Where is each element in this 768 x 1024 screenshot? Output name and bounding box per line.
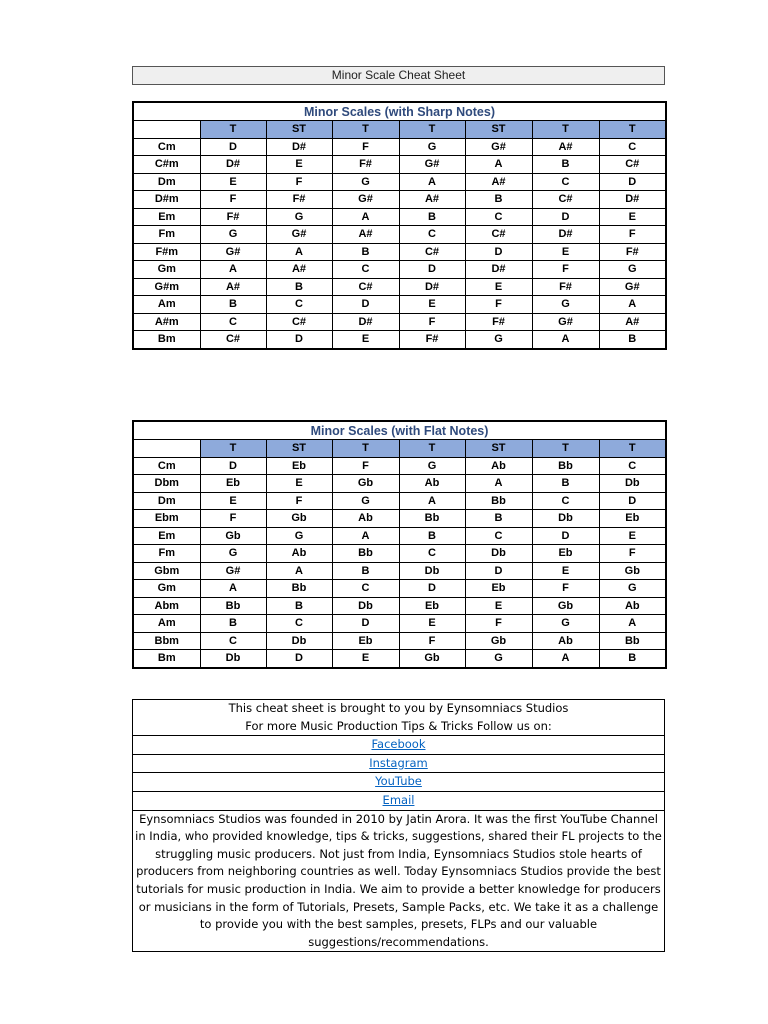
note-cell: C [266,615,332,633]
note-cell: D# [266,138,332,156]
note-cell: A# [266,261,332,279]
note-cell: Gb [532,597,599,615]
flat-table-caption: Minor Scales (with Flat Notes) [133,421,666,440]
interval-header: T [332,440,399,458]
interval-header: T [532,121,599,139]
corner-cell [133,121,200,139]
scale-name-cell: Abm [133,597,200,615]
note-cell: G [200,545,266,563]
note-cell: G [532,296,599,314]
note-cell: C [599,457,666,475]
info-follow-line: For more Music Production Tips & Tricks Follow us on: [133,718,664,737]
table-row [133,226,666,244]
note-cell: Gb [200,527,266,545]
facebook-link-row [133,736,664,755]
note-cell: A [532,331,599,349]
note-cell: D# [399,278,465,296]
interval-header: T [399,440,465,458]
about-paragraph: Eynsomniacs Studios was founded in 2010 by Jatin Arora. It was the first YouTube Channel in India, who provided knowledge, tips & tricks, suggestions, shared their FL projects to the struggling music producers. Not just from India, Eynsomniacs Studios stole hearts of producers from neighboring countries as well. Today Eynsomniacs Studios provide the best tutorials for music production in India. We aim to provide a better knowledge for producers or musicians in the form of Tutorials, Presets, Sample Packs, etc. We take it as a challenge to provide you with the best samples, presets, FLPs and our valuable suggestions/recommendations. [135,811,662,949]
instagram-link-row [133,755,664,774]
note-cell: A# [200,278,266,296]
note-cell: D [532,527,599,545]
table-row [133,562,666,580]
note-cell: Bb [332,545,399,563]
note-cell: B [599,331,666,349]
note-cell: D [266,650,332,668]
scale-name-cell: Am [133,615,200,633]
scale-name-cell: Gm [133,580,200,598]
note-cell: A [332,208,399,226]
scale-name-cell: Dm [133,173,200,191]
table-row [133,475,666,493]
note-cell: E [532,243,599,261]
note-cell: C# [266,313,332,331]
note-cell: E [200,173,266,191]
note-cell: Gb [465,632,532,650]
interval-header: ST [266,121,332,139]
note-cell: F [532,580,599,598]
note-cell: Gb [266,510,332,528]
note-cell: A [399,173,465,191]
note-cell: E [266,156,332,174]
note-cell: D# [465,261,532,279]
table-row [133,296,666,314]
corner-cell [133,440,200,458]
note-cell: Eb [200,475,266,493]
note-cell: F# [599,243,666,261]
note-cell: F [599,545,666,563]
note-cell: A# [465,173,532,191]
note-cell: A [200,580,266,598]
note-cell: Bb [399,510,465,528]
table-row [133,191,666,209]
table-row [133,632,666,650]
note-cell: D [465,562,532,580]
note-cell: A [399,492,465,510]
scale-name-cell: F#m [133,243,200,261]
table-row [133,545,666,563]
note-cell: Db [465,545,532,563]
note-cell: Ab [266,545,332,563]
note-cell: E [332,650,399,668]
note-cell: D [200,138,266,156]
note-cell: F [200,510,266,528]
info-credit-line: This cheat sheet is brought to you by Eynsomniacs Studios [228,701,569,715]
note-cell: D [266,331,332,349]
scale-name-cell: Fm [133,545,200,563]
scale-name-cell: D#m [133,191,200,209]
note-cell: G# [399,156,465,174]
note-cell: D [332,615,399,633]
note-cell: E [399,615,465,633]
note-cell: F# [532,278,599,296]
note-cell: Gb [599,562,666,580]
scale-name-cell: Bm [133,650,200,668]
scale-name-cell: C#m [133,156,200,174]
scale-name-cell: Bbm [133,632,200,650]
note-cell: G# [332,191,399,209]
scale-name-cell: Bm [133,331,200,349]
note-cell: C [200,632,266,650]
note-cell: G [599,261,666,279]
note-cell: C [465,208,532,226]
note-cell: Db [332,597,399,615]
note-cell: B [465,510,532,528]
note-cell: C [465,527,532,545]
note-cell: Ab [465,457,532,475]
table-row [133,313,666,331]
note-cell: G [332,173,399,191]
note-cell: A [465,156,532,174]
table-row [133,156,666,174]
note-cell: F# [332,156,399,174]
note-cell: G [399,457,465,475]
note-cell: C [532,173,599,191]
table-row [133,597,666,615]
interval-header: ST [465,121,532,139]
note-cell: D [200,457,266,475]
note-cell: Gb [332,475,399,493]
note-cell: D [465,243,532,261]
scale-name-cell: Cm [133,457,200,475]
instagram-link[interactable]: Instagram [369,755,428,770]
note-cell: E [200,492,266,510]
note-cell: F [332,138,399,156]
note-cell: A [465,475,532,493]
note-cell: F [465,615,532,633]
note-cell: A [200,261,266,279]
note-cell: B [266,278,332,296]
interval-header: T [399,121,465,139]
page-title: Minor Scale Cheat Sheet [132,66,665,85]
scale-name-cell: Gbm [133,562,200,580]
youtube-link-row [133,773,664,792]
note-cell: F [399,632,465,650]
note-cell: F [465,296,532,314]
note-cell: G [465,650,532,668]
note-cell: B [399,527,465,545]
scale-name-cell: Am [133,296,200,314]
note-cell: D [532,208,599,226]
note-cell: B [332,243,399,261]
note-cell: G [599,580,666,598]
note-cell: F# [399,331,465,349]
table-row [133,208,666,226]
note-cell: Bb [599,632,666,650]
flat-scale-table [132,420,667,669]
note-cell: Eb [599,510,666,528]
table-row [133,331,666,349]
note-cell: Eb [532,545,599,563]
note-cell: C [266,296,332,314]
note-cell: C# [465,226,532,244]
table-row [133,510,666,528]
sharp-scale-table [132,101,667,350]
note-cell: E [465,278,532,296]
note-cell: C [332,580,399,598]
note-cell: B [532,475,599,493]
note-cell: B [266,597,332,615]
note-cell: C# [200,331,266,349]
note-cell: C# [599,156,666,174]
note-cell: G [399,138,465,156]
note-cell: Eb [266,457,332,475]
note-cell: E [465,597,532,615]
scale-name-cell: Dm [133,492,200,510]
note-cell: C [599,138,666,156]
note-cell: D [332,296,399,314]
note-cell: Bb [200,597,266,615]
note-cell: E [599,527,666,545]
note-cell: A [599,296,666,314]
scale-name-cell: Em [133,208,200,226]
note-cell: G# [200,562,266,580]
table-row [133,527,666,545]
note-cell: D [599,492,666,510]
note-cell: F# [266,191,332,209]
scale-name-cell: G#m [133,278,200,296]
note-cell: Db [599,475,666,493]
note-cell: G# [532,313,599,331]
scale-name-cell: Ebm [133,510,200,528]
note-cell: D [599,173,666,191]
note-cell: C [332,261,399,279]
table-row [133,650,666,668]
note-cell: F [200,191,266,209]
note-cell: D [399,580,465,598]
interval-header: ST [266,440,332,458]
table-row [133,580,666,598]
table-row [133,615,666,633]
sharp-header-row [133,121,666,139]
note-cell: D [399,261,465,279]
note-cell: Eb [465,580,532,598]
note-cell: A [532,650,599,668]
table-row [133,243,666,261]
note-cell: G [465,331,532,349]
table-row [133,457,666,475]
note-cell: E [599,208,666,226]
note-cell: A [266,243,332,261]
sharp-table-caption: Minor Scales (with Sharp Notes) [133,102,666,121]
table-row [133,173,666,191]
note-cell: E [399,296,465,314]
note-cell: C# [332,278,399,296]
note-cell: G [266,208,332,226]
note-cell: Bb [266,580,332,598]
note-cell: Db [200,650,266,668]
note-cell: E [266,475,332,493]
note-cell: B [465,191,532,209]
scale-name-cell: Cm [133,138,200,156]
note-cell: G [532,615,599,633]
note-cell: C [532,492,599,510]
note-cell: B [532,156,599,174]
note-cell: Db [532,510,599,528]
note-cell: Bb [532,457,599,475]
facebook-link[interactable]: Facebook [371,737,426,752]
email-link-row [133,792,664,811]
note-cell: F [599,226,666,244]
note-cell: Eb [399,597,465,615]
flat-header-row [133,440,666,458]
note-cell: F [266,173,332,191]
note-cell: G# [465,138,532,156]
note-cell: B [399,208,465,226]
note-cell: C# [532,191,599,209]
interval-header: T [599,440,666,458]
scale-name-cell: Em [133,527,200,545]
note-cell: F# [200,208,266,226]
note-cell: B [200,296,266,314]
note-cell: Db [399,562,465,580]
note-cell: D# [200,156,266,174]
interval-header: T [200,440,266,458]
note-cell: B [332,562,399,580]
note-cell: F [532,261,599,279]
interval-header: T [332,121,399,139]
note-cell: D# [532,226,599,244]
note-cell: D# [599,191,666,209]
note-cell: D# [332,313,399,331]
table-row [133,261,666,279]
note-cell: A [266,562,332,580]
scale-name-cell: Dbm [133,475,200,493]
note-cell: F# [465,313,532,331]
note-cell: Db [266,632,332,650]
note-cell: G [200,226,266,244]
interval-header: T [599,121,666,139]
note-cell: E [332,331,399,349]
interval-header: T [200,121,266,139]
scale-name-cell: Fm [133,226,200,244]
note-cell: G [266,527,332,545]
note-cell: Ab [399,475,465,493]
note-cell: A [599,615,666,633]
note-cell: G# [200,243,266,261]
scale-name-cell: Gm [133,261,200,279]
table-row [133,492,666,510]
table-row [133,138,666,156]
info-box [132,699,665,952]
note-cell: A [332,527,399,545]
note-cell: Ab [332,510,399,528]
note-cell: A# [599,313,666,331]
interval-header: ST [465,440,532,458]
youtube-link[interactable]: YouTube [375,774,422,789]
note-cell: F [332,457,399,475]
scale-name-cell: A#m [133,313,200,331]
note-cell: C [399,226,465,244]
note-cell: Gb [399,650,465,668]
note-cell: G# [266,226,332,244]
note-cell: F [266,492,332,510]
note-cell: A# [332,226,399,244]
note-cell: C [200,313,266,331]
interval-header: T [532,440,599,458]
note-cell: B [200,615,266,633]
note-cell: G [332,492,399,510]
note-cell: Bb [465,492,532,510]
table-row [133,278,666,296]
note-cell: G# [599,278,666,296]
email-link[interactable]: Email [382,792,415,807]
note-cell: F [399,313,465,331]
note-cell: A# [399,191,465,209]
note-cell: Ab [599,597,666,615]
note-cell: C# [399,243,465,261]
note-cell: A# [532,138,599,156]
note-cell: Eb [332,632,399,650]
note-cell: B [599,650,666,668]
note-cell: E [532,562,599,580]
note-cell: Ab [532,632,599,650]
note-cell: C [399,545,465,563]
